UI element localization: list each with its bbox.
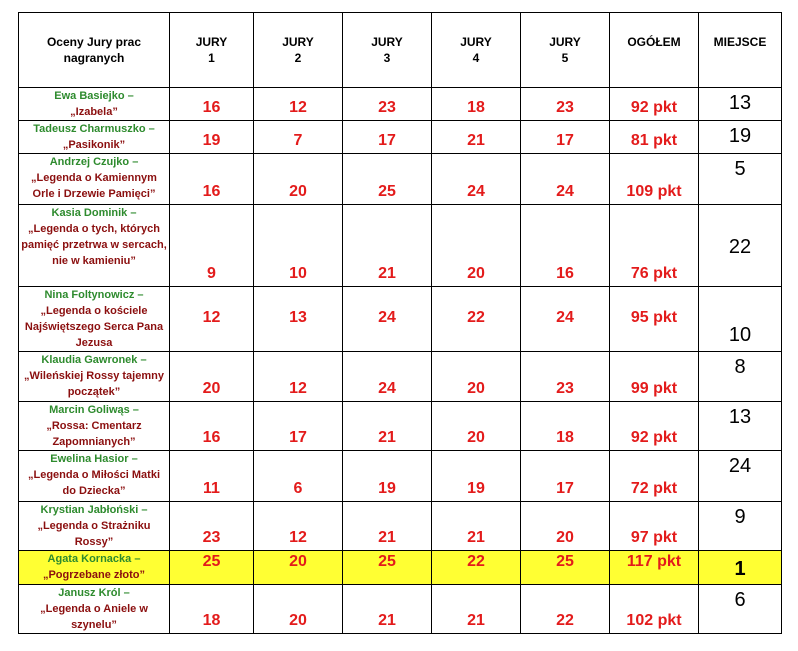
header-title-line1: Oceny Jury prac (46, 35, 142, 49)
entrant-title: „Izabela” (70, 106, 118, 118)
header-total: OGÓŁEM (610, 13, 699, 88)
score-jury-1: 25 (170, 551, 254, 585)
place-cell: 10 (699, 287, 782, 352)
score-jury-5: 17 (521, 451, 610, 502)
score-jury-2: 12 (254, 352, 343, 402)
table-row (19, 205, 782, 287)
score-jury-2: 10 (254, 205, 343, 287)
entrant-title: „Pogrzebane złoto” (42, 569, 146, 581)
place-cell: 5 (699, 154, 782, 205)
header-place: MIEJSCE (699, 13, 782, 88)
entrant-cell (19, 585, 170, 634)
table-row (19, 451, 782, 502)
entrant-cell (19, 121, 170, 154)
score-jury-5: 22 (521, 585, 610, 634)
score-jury-5: 20 (521, 502, 610, 551)
entrant-author: Marcin Goliwąs – (49, 404, 139, 416)
table-row (19, 352, 782, 402)
score-jury-1: 11 (170, 451, 254, 502)
place-cell: 9 (699, 502, 782, 551)
entrant-title: „Legenda o Kamiennym Orle i Drzewie Pamięci” (31, 172, 157, 200)
entrant-author: Klaudia Gawronek – (41, 354, 147, 366)
jury-scores-table (18, 12, 782, 634)
score-total: 92 pkt (610, 88, 699, 121)
header-jury-5: JURY 5 (521, 13, 610, 88)
entrant-title: „Legenda o Miłości Matki do Dziecka” (27, 469, 161, 497)
place-cell: 19 (699, 121, 782, 154)
score-jury-1: 18 (170, 585, 254, 634)
score-jury-2: 17 (254, 402, 343, 451)
entrant-cell (19, 402, 170, 451)
score-jury-3: 24 (343, 352, 432, 402)
score-jury-1: 16 (170, 88, 254, 121)
score-jury-3: 24 (343, 287, 432, 352)
entrant-author: Ewelina Hasior – (50, 453, 138, 465)
score-jury-3: 21 (343, 402, 432, 451)
score-jury-3: 19 (343, 451, 432, 502)
score-jury-2: 7 (254, 121, 343, 154)
entrant-title: „Legenda o tych, których pamięć przetrwa w sercach, nie w kamieniu” (21, 223, 167, 267)
score-total: 102 pkt (610, 585, 699, 634)
score-jury-4: 20 (432, 402, 521, 451)
score-jury-1: 19 (170, 121, 254, 154)
score-jury-3: 25 (343, 154, 432, 205)
place-cell: 24 (699, 451, 782, 502)
score-jury-5: 24 (521, 154, 610, 205)
table-row (19, 88, 782, 121)
score-total: 81 pkt (610, 121, 699, 154)
table-row (19, 154, 782, 205)
score-jury-4: 21 (432, 121, 521, 154)
score-jury-2: 20 (254, 585, 343, 634)
score-jury-4: 21 (432, 585, 521, 634)
score-jury-4: 19 (432, 451, 521, 502)
entrant-author: Kasia Dominik – (51, 207, 137, 219)
score-total: 109 pkt (610, 154, 699, 205)
score-jury-5: 25 (521, 551, 610, 585)
score-total: 117 pkt (610, 551, 699, 585)
entrant-author: Nina Foltynowicz – (44, 289, 144, 301)
entrant-title: „Pasikonik” (62, 139, 126, 151)
entrant-title: „Wileńskiej Rossy tajemny początek” (24, 370, 164, 398)
score-jury-2: 12 (254, 88, 343, 121)
score-jury-3: 25 (343, 551, 432, 585)
score-jury-4: 22 (432, 287, 521, 352)
entrant-cell (19, 551, 170, 585)
score-total: 76 pkt (610, 205, 699, 287)
table-row-winner (19, 551, 782, 585)
entrant-author: Janusz Król – (58, 587, 130, 599)
entrant-cell (19, 352, 170, 402)
score-jury-4: 21 (432, 502, 521, 551)
score-jury-2: 12 (254, 502, 343, 551)
score-total: 92 pkt (610, 402, 699, 451)
entrant-author: Agata Kornacka – (47, 553, 141, 565)
table-row (19, 585, 782, 634)
score-jury-3: 23 (343, 88, 432, 121)
score-jury-4: 24 (432, 154, 521, 205)
score-jury-5: 23 (521, 88, 610, 121)
score-jury-2: 20 (254, 154, 343, 205)
header-jury-2: JURY 2 (254, 13, 343, 88)
score-jury-1: 20 (170, 352, 254, 402)
entrant-author: Krystian Jabłoński – (40, 504, 148, 516)
score-jury-2: 6 (254, 451, 343, 502)
entrant-author: Tadeusz Charmuszko – (33, 123, 155, 135)
place-cell: 13 (699, 88, 782, 121)
header-row (19, 13, 782, 88)
score-jury-4: 20 (432, 205, 521, 287)
entrant-cell (19, 88, 170, 121)
score-jury-1: 9 (170, 205, 254, 287)
score-total: 95 pkt (610, 287, 699, 352)
score-jury-5: 17 (521, 121, 610, 154)
entrant-title: „Legenda o Strażniku Rossy” (37, 520, 151, 548)
entrant-cell (19, 287, 170, 352)
score-jury-3: 17 (343, 121, 432, 154)
score-jury-3: 21 (343, 585, 432, 634)
score-jury-4: 22 (432, 551, 521, 585)
score-jury-5: 23 (521, 352, 610, 402)
header-jury-4: JURY 4 (432, 13, 521, 88)
score-jury-3: 21 (343, 502, 432, 551)
entrant-cell (19, 502, 170, 551)
entrant-title: „Legenda o Aniele w szynelu” (40, 603, 148, 631)
score-jury-5: 18 (521, 402, 610, 451)
score-jury-4: 18 (432, 88, 521, 121)
place-cell: 6 (699, 585, 782, 634)
header-title-cell (19, 13, 170, 88)
table-row (19, 287, 782, 352)
score-jury-1: 23 (170, 502, 254, 551)
entrant-author: Ewa Basiejko – (54, 90, 134, 102)
entrant-cell (19, 154, 170, 205)
score-jury-5: 24 (521, 287, 610, 352)
score-jury-1: 12 (170, 287, 254, 352)
score-jury-3: 21 (343, 205, 432, 287)
header-jury-3: JURY 3 (343, 13, 432, 88)
entrant-cell (19, 451, 170, 502)
score-jury-5: 16 (521, 205, 610, 287)
place-cell: 8 (699, 352, 782, 402)
place-cell: 1 (699, 551, 782, 585)
entrant-cell (19, 205, 170, 287)
score-jury-1: 16 (170, 154, 254, 205)
table-row (19, 402, 782, 451)
score-total: 72 pkt (610, 451, 699, 502)
place-cell: 22 (699, 205, 782, 287)
score-jury-1: 16 (170, 402, 254, 451)
score-jury-2: 13 (254, 287, 343, 352)
score-total: 97 pkt (610, 502, 699, 551)
score-jury-4: 20 (432, 352, 521, 402)
header-jury-1: JURY 1 (170, 13, 254, 88)
header-title-line2: nagranych (63, 51, 125, 65)
score-jury-2: 20 (254, 551, 343, 585)
place-cell: 13 (699, 402, 782, 451)
score-total: 99 pkt (610, 352, 699, 402)
entrant-author: Andrzej Czujko – (49, 156, 139, 168)
table-row (19, 502, 782, 551)
entrant-title: „Legenda o kościele Najświętszego Serca Pana Jezusa (24, 305, 164, 349)
table-row (19, 121, 782, 154)
entrant-title: „Rossa: Cmentarz Zapomnianych” (46, 420, 142, 448)
